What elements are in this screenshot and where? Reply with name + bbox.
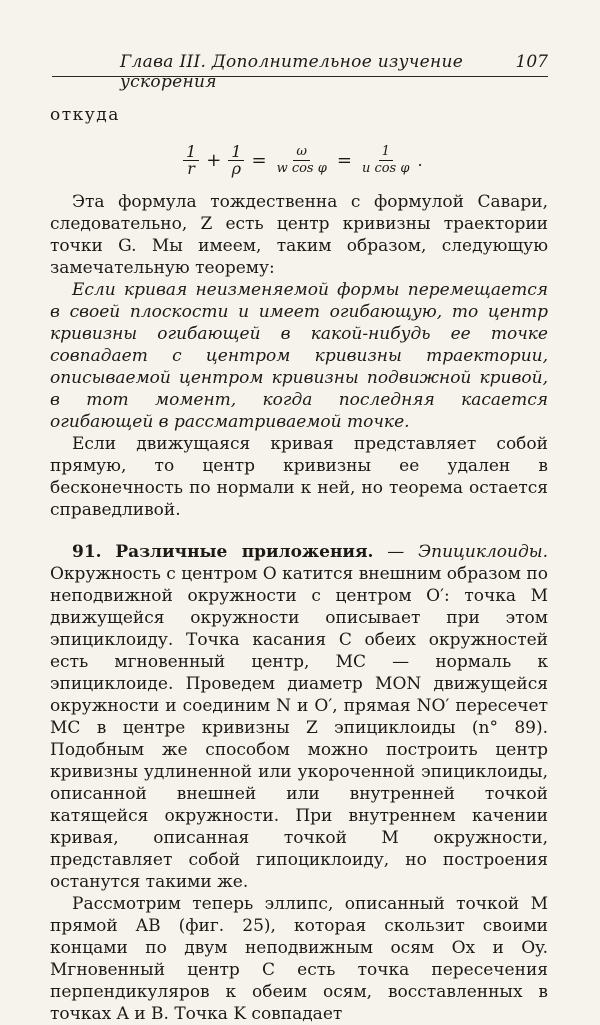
fraction-denominator: w cos φ	[276, 161, 327, 176]
paragraph: Если движущаяся кривая представляет собой прямую, то центр кривизны ее удален в бесконечность по нормали к ней, но теорема остается справедливой.	[50, 434, 548, 520]
fraction-1-over-rho	[228, 144, 244, 177]
running-header	[52, 42, 548, 92]
fraction-numerator: ω	[293, 144, 310, 161]
section-gap	[50, 521, 548, 541]
equals-sign: =	[336, 149, 352, 171]
page-number: 107	[515, 52, 548, 72]
section-title: Различные приложения.	[115, 542, 374, 562]
savary-formula	[183, 144, 548, 177]
section-dash: —	[373, 542, 419, 562]
section-subtitle: Эпициклоиды.	[418, 542, 549, 562]
lead-word: откуда	[50, 105, 120, 125]
theorem-statement: Если кривая неизменяемой формы перемещается в своей плоскости и имеет огибающую, то центр кривизны огибающей в какой-нибудь ее точке совпадает с центром кривизны траектории, описываемой центром кривизны подвижной кривой, в тот момент, когда последняя касается огибающей в рассматриваемой точке.	[50, 280, 548, 432]
fraction-numerator: 1	[379, 144, 393, 161]
fraction-denominator: r	[187, 159, 195, 178]
fraction-omega-over-wcos	[274, 144, 330, 177]
fraction-numerator: 1	[183, 144, 199, 161]
section-91	[50, 541, 548, 893]
formula-period: .	[417, 150, 423, 170]
fraction-1-over-ucos	[359, 144, 413, 177]
section-number: 91.	[72, 542, 102, 562]
fraction-denominator: ρ	[231, 159, 242, 178]
chapter-title: Глава III. Дополнительное изучение ускорения	[120, 52, 464, 92]
paragraph: Эта формула тождественна с формулой Савари, следовательно, Z есть центр кривизны траектории точки G. Мы имеем, таким образом, следующую замечательную теорему:	[50, 192, 548, 278]
fraction-numerator: 1	[228, 144, 244, 161]
paragraph: Рассмотрим теперь эллипс, описанный точкой M прямой AB (фиг. 25), которая скользит своими концами по двум неподвижным осям Ox и Oy. Мгновенный центр C есть точка пересечения перпендикуляров к обеим осям, восставленных в точках A и B. Точка K совпадает	[50, 894, 548, 1024]
fraction-1-over-r	[183, 144, 199, 177]
equals-sign: =	[251, 149, 267, 171]
section-text: Окружность с центром O катится внешним образом по неподвижной окружности с центром O′: точка M движущейся окружности описывает при этом эпициклоиду. Точка касания C обеих окружностей есть мгновенный центр, MC — нормаль к эпициклоиде. Проведем диаметр MON движущейся окружности и соединим N и O′, прямая NO′ пересечет MC в центре кривизны Z эпициклоиды (n° 89). Подобным же способом можно построить центр кривизны удлиненной или укороченной эпициклоиды, описанной внешней или внутренней точкой катящейся окружности. При внутреннем качении кривая, описанная точкой M окружности, представляет собой гипоциклоиду, но построения останутся такими же.	[50, 564, 548, 892]
plus-sign: +	[206, 149, 222, 171]
page-body	[50, 104, 548, 1025]
fraction-denominator: u cos φ	[361, 161, 410, 176]
